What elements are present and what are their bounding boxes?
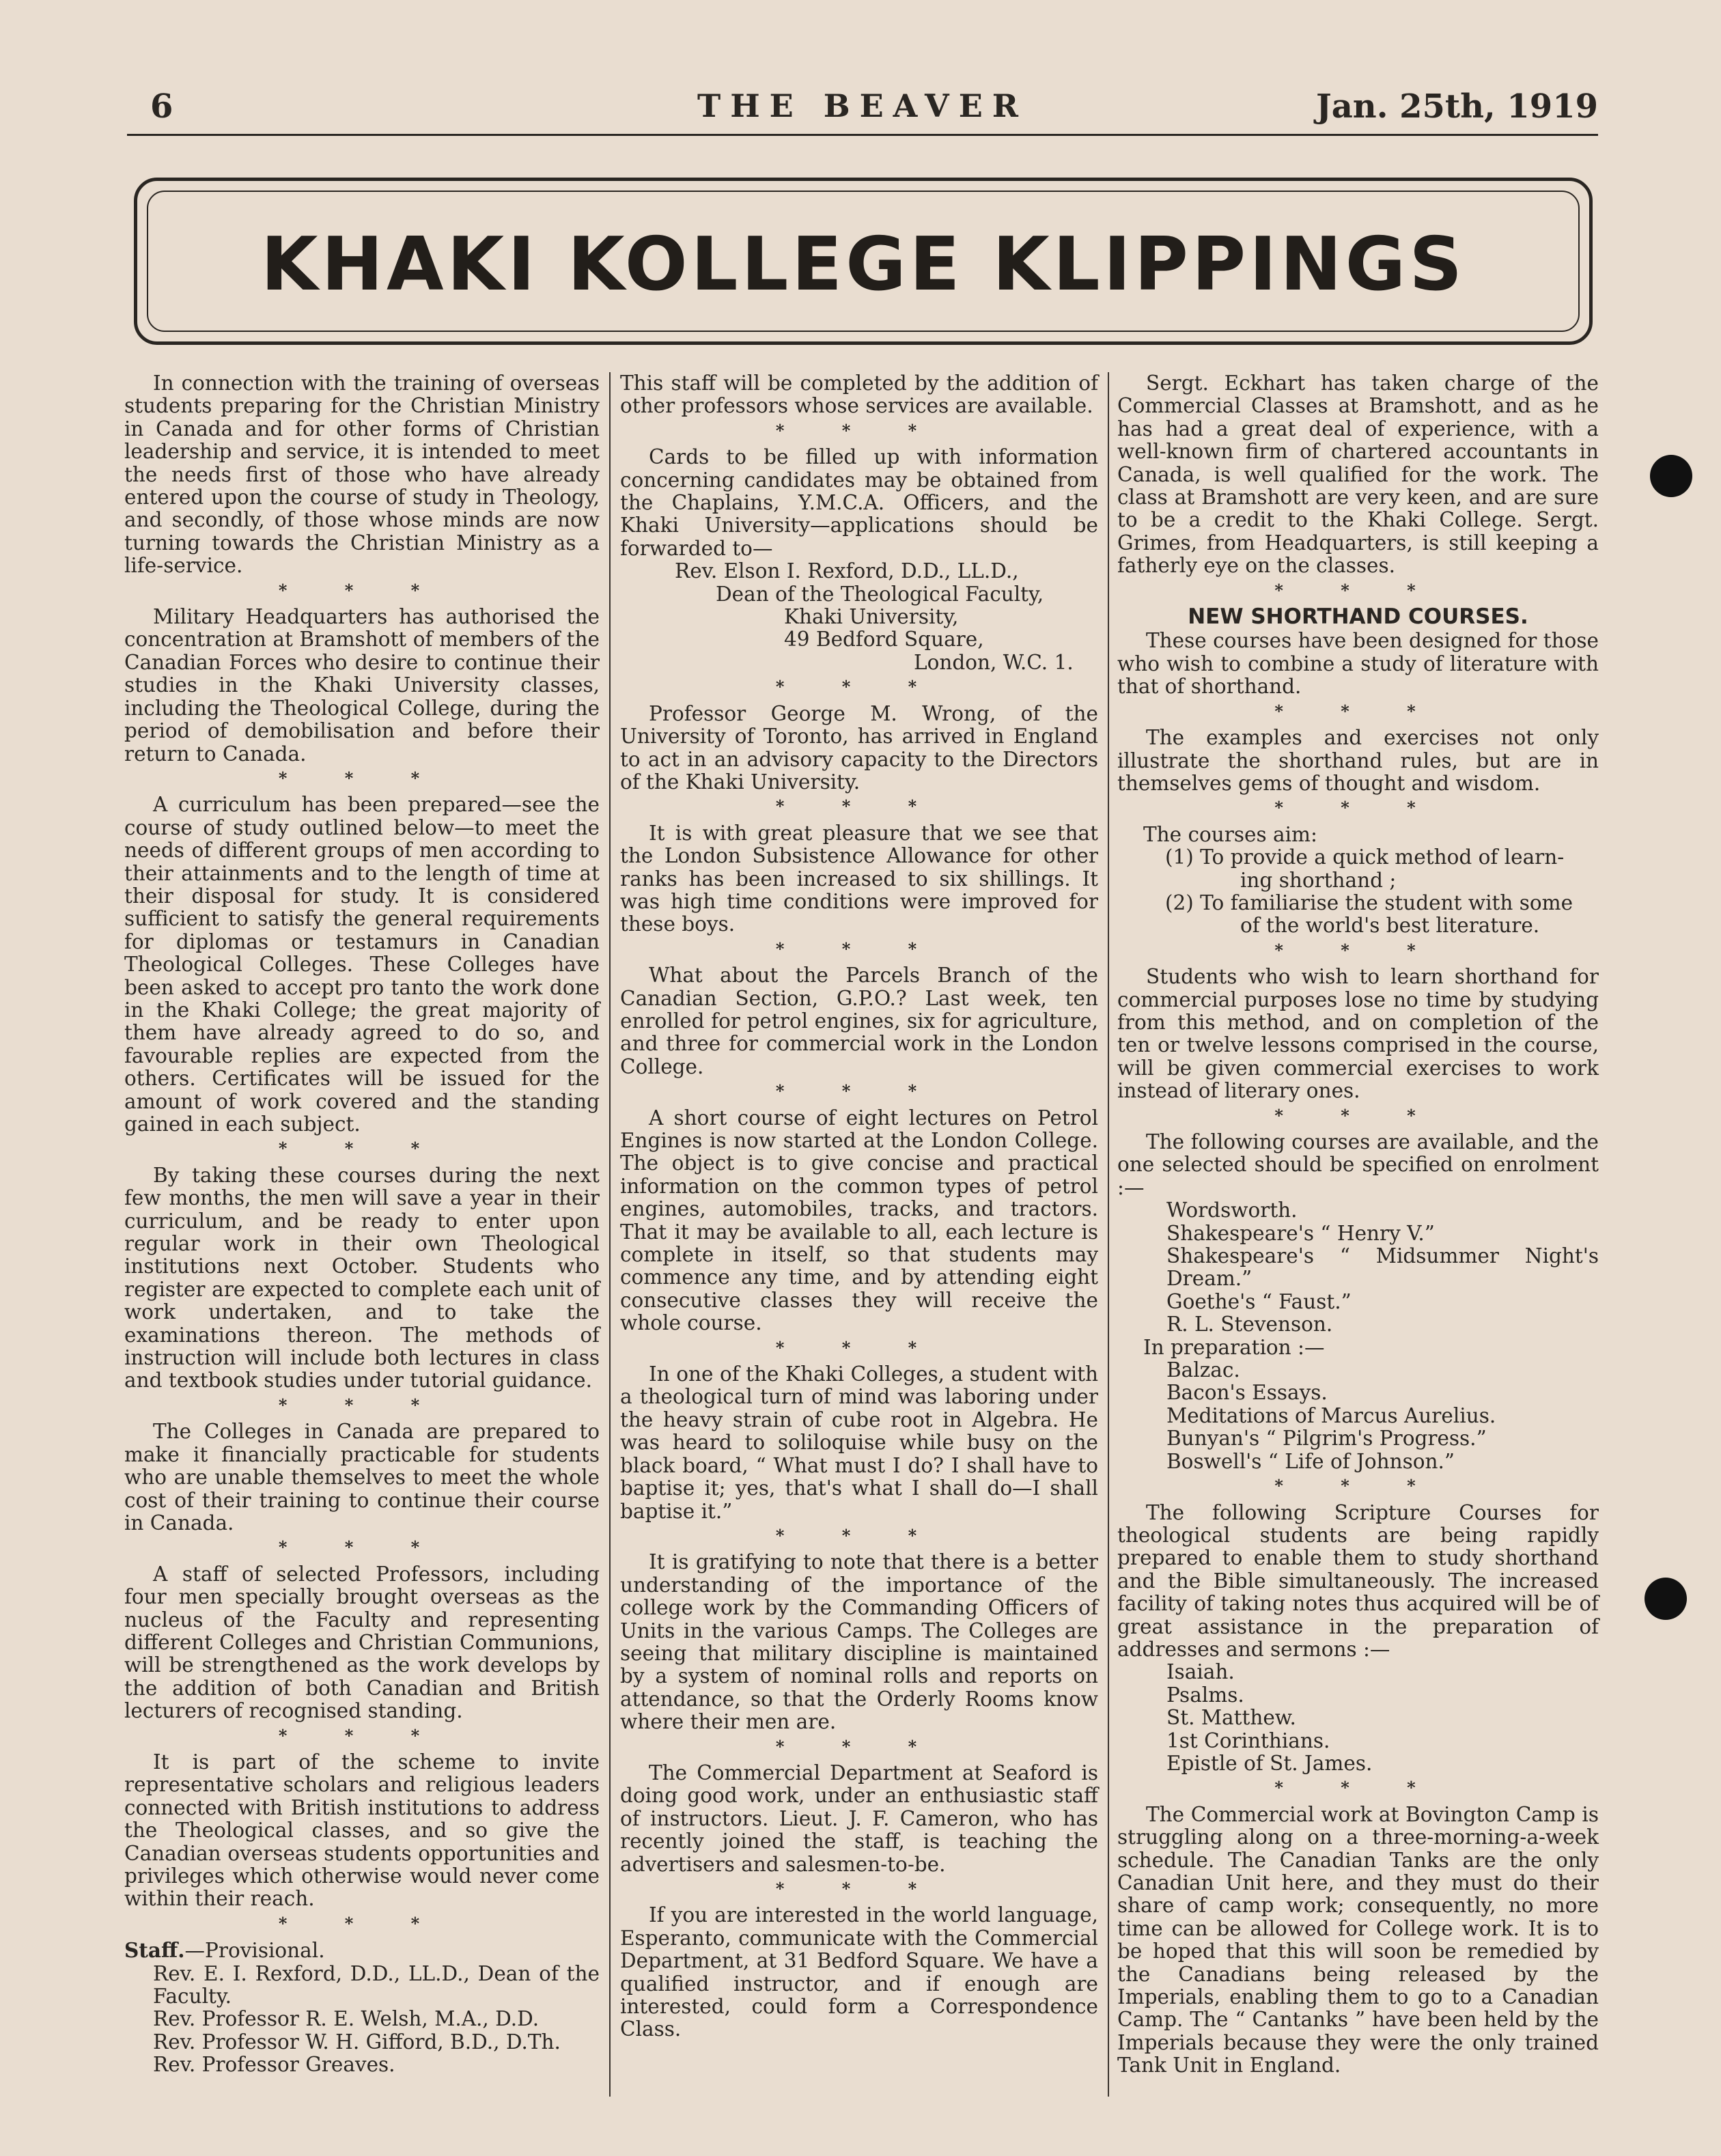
staff-member: Rev. Professor W. H. Gifford, B.D., D.Th.	[153, 2030, 561, 2054]
separator-stars: * * *	[775, 1337, 943, 1358]
course-item: Wordsworth.	[1166, 1199, 1298, 1222]
separator-stars: * * *	[1274, 580, 1442, 600]
section-heading: NEW SHORTHAND COURSES.	[1188, 604, 1528, 630]
staff-heading	[124, 1939, 600, 1962]
scripture-item: Epistle of St. James.	[1166, 1751, 1373, 1775]
course-item: Shakespeare's “ Henry V.”	[1166, 1221, 1435, 1245]
publication-title: THE BEAVER	[697, 87, 1029, 124]
paragraph: It is with great pleasure that we see that the London Subsistence Allowance for other ranks has been increased to six shillings. It was high time conditions were improved for these boys.	[620, 821, 1098, 936]
separator-stars: * * *	[775, 677, 943, 697]
address-line: 49 Bedford Square,	[784, 628, 984, 652]
paragraph: Cards to be filled up with information concerning candidates may be obtained from the Chaplains, Y.M.C.A. Officers, and the Khaki University—applications should be forwarded to—	[620, 445, 1098, 560]
paragraph: What about the Parcels Branch of the Canadian Section, G.P.O.? Last week, ten enrolled for petrol engines, six for agriculture, and three for commercial work in the London College.	[620, 964, 1098, 1078]
separator-stars: * * *	[1274, 940, 1442, 960]
separator-stars: * * *	[1274, 1105, 1442, 1125]
paragraph: By taking these courses during the next few months, the men will save a year in their curriculum, and be ready to enter upon regular work in their own Theological institutions next October. Students who register are expected to complete each unit of work undertaken, and to take the examinations thereon. The methods of instruction will include both lectures in class and textbook studies under tutorial guidance.	[124, 1163, 600, 1392]
staff-member: Rev. Professor R. E. Welsh, M.A., D.D.	[153, 2007, 540, 2031]
column-rule-1	[609, 372, 611, 2097]
course-item: Boswell's “ Life of Johnson.”	[1166, 1449, 1455, 1473]
paragraph: The following courses are available, and the one selected should be specified on enrolment :—	[1117, 1130, 1599, 1199]
staff-member: Rev. Professor Greaves.	[153, 2053, 395, 2077]
staff-label: Staff.	[124, 1938, 185, 1963]
preparation-label: In preparation :—	[1143, 1335, 1325, 1359]
paragraph: Students who wish to learn shorthand for commercial purposes lose no time by studying from this method, and on completion of the ten or twelve lessons comprised in the course, will be given commercial exercises to work instead of literary ones.	[1117, 965, 1599, 1103]
column-2	[620, 372, 1098, 2041]
staff-suffix: —Provisional.	[184, 1939, 325, 1963]
course-item: Goethe's “ Faust.”	[1166, 1289, 1352, 1313]
paragraph: It is gratifying to note that there is a better understanding of the importance of the college work by the Commanding Officers of Units in the various Camps. The Colleges are seeing that military discipline is maintained by a system of nominal rolls and reports on attendance, so that the Orderly Rooms know where their men are.	[620, 1550, 1098, 1734]
paragraph: If you are interested in the world language, Esperanto, communicate with the Commercial Department, at 31 Bedford Square. We have a qualified instructor, and if enough are interested, could form a Correspondence Class.	[620, 1903, 1098, 2041]
address-line: London, W.C. 1.	[914, 650, 1074, 674]
binding-hole-top	[1650, 455, 1692, 497]
separator-stars: * * *	[775, 1879, 943, 1899]
separator-stars: * * *	[278, 768, 446, 788]
aims-intro: The courses aim:	[1143, 822, 1317, 846]
page-header	[127, 87, 1598, 128]
separator-stars: * * *	[278, 1913, 446, 1933]
paragraph: In one of the Khaki Colleges, a student with a theological turn of mind was laboring under the heavy strain of cube root in Algebra. He was heard to soliloquise while busy on the black board, “ What must I do? I shall have to baptise it; yes, that's what I shall do—I shall baptise it.”	[620, 1362, 1098, 1523]
paragraph: In connection with the training of overseas students preparing for the Christian Ministry in Canada and for other forms of Christian leadership and service, it is intended to meet the needs first of those who have already entered upon the course of study in Theology, and secondly, of those whose minds are now turning towards the Christian Ministry as a life-service.	[124, 372, 600, 578]
separator-stars: * * *	[278, 580, 446, 600]
staff-member: Rev. E. I. Rexford, D.D., LL.D., Dean of the Faculty.	[153, 1961, 600, 2008]
course-item: Shakespeare's “ Midsummer Night's Dream.”	[1166, 1244, 1599, 1291]
separator-stars: * * *	[775, 1525, 943, 1545]
aim-text: (2) To familiarise the student with some	[1165, 891, 1573, 914]
scripture-item: Psalms.	[1166, 1683, 1244, 1707]
separator-stars: * * *	[278, 1725, 446, 1746]
separator-stars: * * *	[1274, 1778, 1442, 1798]
paragraph: The Commercial Department at Seaford is doing good work, under an enthusiastic staff of instructors. Lieut. J. F. Cameron, who has recently joined the staff, is teaching the advertisers and salesmen-to-be.	[620, 1761, 1098, 1876]
separator-stars: * * *	[775, 1081, 943, 1102]
separator-stars: * * *	[775, 1736, 943, 1756]
headline-title: KHAKI KOLLEGE KLIPPINGS	[260, 222, 1466, 307]
paragraph: The Colleges in Canada are prepared to make it financially practicable for students who are unable themselves to meet the whole cost of their training to continue their course in Canada.	[124, 1420, 600, 1535]
paragraph: Professor George M. Wrong, of the University of Toronto, has arrived in England to act in an advisory capacity to the Directors of the Khaki University.	[620, 701, 1098, 794]
paragraph: This staff will be completed by the addition of other professors whose services are available.	[620, 372, 1098, 418]
address-line: Dean of the Theological Faculty,	[716, 582, 1044, 606]
course-item: Balzac.	[1166, 1358, 1240, 1382]
paragraph: The Commercial work at Bovington Camp is struggling along on a three-morning-a-week schedule. The Canadian Tanks are the only Canadian Unit here, and they must do their share of camp work; consequently, no more time can be allowed for College work. It is to be hoped that this will soon be remedied by the Canadians being released by the Imperials, enabling them to go to a Canadian Camp. The “ Cantanks ” have been held by the Imperials because they were the only trained Tank Unit in England.	[1117, 1802, 1599, 2077]
paragraph: The following Scripture Courses for theological students are being rapidly prepared to enable them to study shorthand and the Bible simultaneously. The increased facility of taking notes thus acquired will be of great assistance in the preparation of addresses and sermons :—	[1117, 1500, 1599, 1661]
separator-stars: * * *	[1274, 1476, 1442, 1496]
paragraph: A curriculum has been prepared—see the course of study outlined below—to meet the needs of different groups of men according to their attainments and to the length of time at their disposal for study. It is considered sufficient to satisfy the general requirements for diplomas or testamurs in Canadian Theological Colleges. These Colleges have been asked to accept pro tanto the work done in the Khaki College; the great majority of them have already agreed to do so, and favourable replies are expected from the others. Certificates will be issued for the amount of work covered and the standing gained in each subject.	[124, 793, 600, 1136]
course-item: Meditations of Marcus Aurelius.	[1166, 1403, 1496, 1427]
course-item: Bunyan's “ Pilgrim's Progress.”	[1166, 1427, 1487, 1451]
page-number: 6	[150, 87, 173, 126]
paragraph: It is part of the scheme to invite representative scholars and religious leaders connected with British institutions to address the Theological classes, and so give the Canadian overseas students opportunities and privileges which otherwise would never come within their reach.	[124, 1750, 600, 1911]
staff-list	[124, 1939, 600, 2076]
paragraph: Military Headquarters has authorised the concentration at Bramshott of members of the Canadian Forces who desire to continue their studies in the Khaki University classes, including the Theological College, during the period of demobilisation and before their return to Canada.	[124, 605, 600, 766]
paragraph: Sergt. Eckhart has taken charge of the Commercial Classes at Bramshott, and as he has had a great deal of experience, with a well-known firm of chartered accountants in Canada, is well qualified for the work. The class at Bramshott are very keen, and are sure to be a credit to the Khaki College. Sergt. Grimes, from Headquarters, is still keeping a fatherly eye on the classes.	[1117, 372, 1599, 578]
separator-stars: * * *	[278, 1395, 446, 1415]
paragraph: These courses have been designed for those who wish to combine a study of literature with that of shorthand.	[1117, 629, 1599, 699]
address-line: Rev. Elson I. Rexford, D.D., LL.D.,	[675, 559, 1019, 583]
paragraph: A short course of eight lectures on Petrol Engines is now started at the London College. The object is to give concise and practical information on the common types of petrol engines, automobiles, tracks, and tractors. That it may be available to all, each lecture is complete in itself, so that students may commence any time, and by attending eight consecutive classes they will receive the whole course.	[620, 1106, 1098, 1335]
paragraph: A staff of selected Professors, including four men specially brought overseas as the nucleus of the Faculty and representing different Colleges and Christian Communions, will be strengthened as the work develops by the addition of both Canadian and British lecturers of recognised standing.	[124, 1562, 600, 1723]
separator-stars: * * *	[1274, 701, 1442, 721]
mailing-address	[620, 560, 1098, 674]
aim-text: (1) To provide a quick method of learn-	[1165, 845, 1565, 869]
aim-item	[1117, 892, 1599, 914]
separator-stars: * * *	[1274, 798, 1442, 818]
course-item: R. L. Stevenson.	[1166, 1313, 1333, 1336]
paragraph: The examples and exercises not only illustrate the shorthand rules, but are in themselves gems of thought and wisdom.	[1117, 726, 1599, 795]
separator-stars: * * *	[278, 1537, 446, 1558]
separator-stars: * * *	[775, 420, 943, 440]
headline-banner	[134, 178, 1593, 345]
scripture-item: St. Matthew.	[1166, 1706, 1296, 1730]
column-rule-2	[1108, 372, 1109, 2097]
column-1	[124, 372, 600, 2077]
separator-stars: * * *	[775, 938, 943, 959]
header-rule	[127, 134, 1598, 136]
binding-hole-bottom	[1645, 1578, 1687, 1620]
course-item: Bacon's Essays.	[1166, 1381, 1328, 1405]
scripture-item: 1st Corinthians.	[1166, 1728, 1330, 1752]
address-line: Khaki University,	[784, 605, 959, 629]
separator-stars: * * *	[278, 1138, 446, 1159]
scripture-item: Isaiah.	[1166, 1660, 1235, 1684]
column-3	[1117, 372, 1599, 2077]
aim-continuation: ing shorthand ;	[1240, 868, 1397, 892]
aim-continuation: of the world's best literature.	[1240, 914, 1540, 938]
separator-stars: * * *	[775, 796, 943, 817]
issue-date: Jan. 25th, 1919	[1315, 87, 1598, 126]
aim-item	[1117, 846, 1599, 869]
